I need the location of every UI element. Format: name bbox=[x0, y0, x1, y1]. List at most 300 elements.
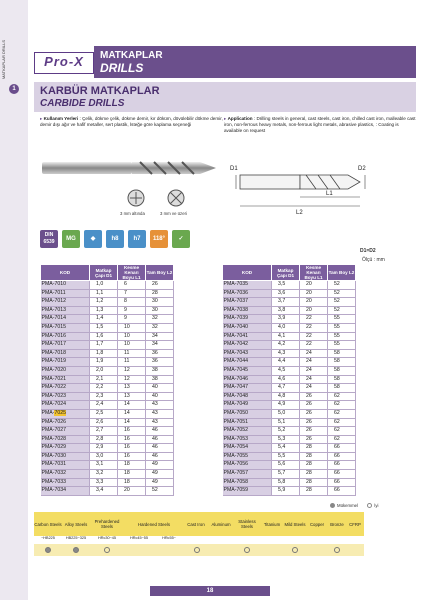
cell-code: PMA-7058 bbox=[223, 478, 272, 487]
cell-l1: 26 bbox=[300, 409, 328, 418]
cell-l2: 43 bbox=[146, 409, 174, 418]
cell-d1: 4,4 bbox=[272, 358, 300, 367]
cell-d1: 4,2 bbox=[272, 341, 300, 350]
cell-code: PMA-7027 bbox=[41, 427, 90, 436]
cell-l1: 22 bbox=[300, 323, 328, 332]
cell-code: PMA-7037 bbox=[223, 298, 272, 307]
col-l2: Tam Boy L2 bbox=[146, 265, 174, 281]
cell-code: PMA-7014 bbox=[41, 315, 90, 324]
cell-code: PMA-7056 bbox=[223, 461, 272, 470]
cell-l1: 24 bbox=[300, 358, 328, 367]
cell-d1: 3,5 bbox=[272, 281, 300, 290]
cell-l2: 62 bbox=[328, 401, 356, 410]
table-row bbox=[41, 315, 174, 324]
cell-l1: 28 bbox=[300, 470, 328, 479]
cell-l1: 26 bbox=[300, 427, 328, 436]
h8-badge: h8 bbox=[106, 230, 124, 248]
col-l1: Kesme Kenarı Boyu L1 bbox=[300, 265, 328, 281]
header-title-tr: MATKAPLAR bbox=[100, 50, 163, 61]
table-row bbox=[41, 470, 174, 479]
cell-code: PMA-7023 bbox=[41, 392, 90, 401]
tip-label-below: 3 mm altında bbox=[120, 211, 145, 216]
cell-l2: 34 bbox=[146, 341, 174, 350]
legend-good-label: İyi bbox=[374, 503, 379, 508]
rating-prehardened bbox=[104, 547, 110, 553]
cell-d1: 2,1 bbox=[90, 375, 118, 384]
cell-l1: 12 bbox=[118, 366, 146, 375]
table-row bbox=[223, 409, 356, 418]
cell-code: PMA-7048 bbox=[223, 392, 272, 401]
cell-l2: 28 bbox=[146, 289, 174, 298]
material-rating-row bbox=[34, 544, 364, 556]
cell-d1: 5,5 bbox=[272, 452, 300, 461]
section-title-tr: KARBÜR MATKAPLAR bbox=[40, 85, 160, 97]
cell-code: PMA-7021 bbox=[41, 375, 90, 384]
cell-l2: 62 bbox=[328, 392, 356, 401]
cell-l1: 26 bbox=[300, 435, 328, 444]
cell-l1: 11 bbox=[118, 358, 146, 367]
cell-code: PMA-7043 bbox=[223, 349, 272, 358]
table-row bbox=[41, 384, 174, 393]
cell-l1: 16 bbox=[118, 427, 146, 436]
cell-l2: 58 bbox=[328, 384, 356, 393]
cell-l2: 66 bbox=[328, 478, 356, 487]
cell-l1: 10 bbox=[118, 332, 146, 341]
cell-l1: 18 bbox=[118, 470, 146, 479]
legend-good bbox=[367, 503, 378, 508]
section-title-en: CARBIDE DRILLS bbox=[40, 98, 125, 109]
good-icon bbox=[367, 503, 372, 508]
rating-legend bbox=[330, 503, 387, 508]
header-band bbox=[94, 46, 416, 78]
cell-code: PMA-7046 bbox=[223, 375, 272, 384]
mat-castiron: Cast Iron bbox=[187, 521, 205, 527]
cell-l1: 11 bbox=[118, 349, 146, 358]
cell-l2: 36 bbox=[146, 349, 174, 358]
cell-l2: 38 bbox=[146, 366, 174, 375]
cell-l2: 36 bbox=[146, 358, 174, 367]
cell-l1: 16 bbox=[118, 444, 146, 453]
cell-d1: 1,6 bbox=[90, 332, 118, 341]
shank-icon: ◆ bbox=[84, 230, 102, 248]
table-row bbox=[223, 392, 356, 401]
cell-l1: 20 bbox=[300, 289, 328, 298]
cell-l2: 26 bbox=[146, 281, 174, 290]
table-row bbox=[41, 401, 174, 410]
cell-d1: 4,0 bbox=[272, 323, 300, 332]
cell-code: PMA-7019 bbox=[41, 358, 90, 367]
mat-aluminum: Aluminum bbox=[211, 521, 231, 527]
cell-l2: 43 bbox=[146, 418, 174, 427]
cell-d1: 4,3 bbox=[272, 349, 300, 358]
cell-l2: 66 bbox=[328, 444, 356, 453]
cell-code: PMA-7013 bbox=[41, 306, 90, 315]
brand-logo bbox=[34, 52, 94, 74]
application-text bbox=[224, 116, 416, 134]
cell-d1: 3,2 bbox=[90, 470, 118, 479]
table-row bbox=[41, 375, 174, 384]
cell-d1: 2,8 bbox=[90, 435, 118, 444]
d-equal-note: D1=D2 bbox=[360, 248, 376, 254]
cell-l1: 26 bbox=[300, 418, 328, 427]
cell-code: PMA-7016 bbox=[41, 332, 90, 341]
mat-carbon: Carbon Steels bbox=[34, 521, 62, 527]
cell-l1: 28 bbox=[300, 461, 328, 470]
cell-d1: 1,2 bbox=[90, 298, 118, 307]
cell-l2: 40 bbox=[146, 392, 174, 401]
cell-l2: 66 bbox=[328, 470, 356, 479]
usage-text bbox=[40, 116, 225, 128]
cell-code: PMA-7026 bbox=[41, 418, 90, 427]
table-row bbox=[41, 332, 174, 341]
table-row bbox=[41, 461, 174, 470]
table-row bbox=[223, 332, 356, 341]
table-row bbox=[41, 323, 174, 332]
table-row bbox=[41, 358, 174, 367]
cell-l2: 46 bbox=[146, 435, 174, 444]
table-row bbox=[223, 341, 356, 350]
bullet-icon: ▸ bbox=[40, 116, 44, 121]
cell-l2: 38 bbox=[146, 375, 174, 384]
cell-code: PMA-7059 bbox=[223, 487, 272, 496]
sub-hardened-b: HRc55~ bbox=[162, 536, 176, 540]
cell-l2: 46 bbox=[146, 452, 174, 461]
cell-l1: 28 bbox=[300, 452, 328, 461]
cell-l1: 14 bbox=[118, 401, 146, 410]
cell-l2: 52 bbox=[328, 298, 356, 307]
angle-badge: 118° bbox=[150, 230, 168, 248]
table-row bbox=[41, 409, 174, 418]
cell-d1: 3,4 bbox=[90, 487, 118, 496]
cell-l1: 26 bbox=[300, 392, 328, 401]
cell-l1: 14 bbox=[118, 409, 146, 418]
page-number: 18 bbox=[150, 586, 270, 596]
label-d2: D2 bbox=[358, 166, 366, 172]
cell-code: PMA-7012 bbox=[41, 298, 90, 307]
cell-d1: 4,6 bbox=[272, 375, 300, 384]
cell-l1: 18 bbox=[118, 478, 146, 487]
cell-code: PMA-7054 bbox=[223, 444, 272, 453]
cell-code: PMA-7049 bbox=[223, 401, 272, 410]
cell-code: PMA-7034 bbox=[41, 487, 90, 496]
cell-d1: 2,2 bbox=[90, 384, 118, 393]
cell-l2: 52 bbox=[328, 281, 356, 290]
cell-code: PMA-7031 bbox=[41, 461, 90, 470]
table-row bbox=[41, 366, 174, 375]
cell-code: PMA-7011 bbox=[41, 289, 90, 298]
section-band bbox=[34, 82, 416, 112]
cell-d1: 1,7 bbox=[90, 341, 118, 350]
label-l1: L1 bbox=[326, 191, 333, 197]
mg-badge: MG bbox=[62, 230, 80, 248]
col-l2: Tam Boy L2 bbox=[328, 265, 356, 281]
cell-l2: 62 bbox=[328, 418, 356, 427]
cell-l1: 20 bbox=[300, 298, 328, 307]
cell-l1: 22 bbox=[300, 315, 328, 324]
cell-l2: 30 bbox=[146, 298, 174, 307]
cell-l2: 49 bbox=[146, 461, 174, 470]
table-row bbox=[41, 478, 174, 487]
table-row bbox=[223, 358, 356, 367]
cell-l2: 62 bbox=[328, 435, 356, 444]
cell-d1: 2,4 bbox=[90, 401, 118, 410]
cell-l2: 66 bbox=[328, 452, 356, 461]
cell-code: PMA-7053 bbox=[223, 435, 272, 444]
cell-l2: 58 bbox=[328, 366, 356, 375]
cell-code: PMA-7042 bbox=[223, 341, 272, 350]
drill-dimension-diagram bbox=[230, 150, 370, 220]
cell-l1: 28 bbox=[300, 487, 328, 496]
cell-l2: 52 bbox=[328, 306, 356, 315]
cell-d1: 3,0 bbox=[90, 452, 118, 461]
cell-d1: 1,5 bbox=[90, 323, 118, 332]
cell-l1: 10 bbox=[118, 341, 146, 350]
cell-d1: 1,4 bbox=[90, 315, 118, 324]
mat-alloy: Alloy Steels bbox=[64, 521, 88, 527]
cell-code: PMA-7055 bbox=[223, 452, 272, 461]
col-d1: Matkap Çapı D1 bbox=[272, 265, 300, 281]
cell-l2: 66 bbox=[328, 461, 356, 470]
cell-d1: 2,3 bbox=[90, 392, 118, 401]
cell-l1: 26 bbox=[300, 401, 328, 410]
cell-d1: 5,2 bbox=[272, 427, 300, 436]
cell-l2: 52 bbox=[146, 487, 174, 496]
table-row bbox=[223, 289, 356, 298]
cell-l2: 55 bbox=[328, 332, 356, 341]
cell-d1: 5,1 bbox=[272, 418, 300, 427]
section-badge: 1 bbox=[9, 84, 19, 94]
table-row bbox=[223, 487, 356, 496]
rating-castiron bbox=[194, 547, 200, 553]
cell-l1: 24 bbox=[300, 366, 328, 375]
cell-d1: 2,6 bbox=[90, 418, 118, 427]
cell-d1: 1,1 bbox=[90, 289, 118, 298]
table-row bbox=[41, 427, 174, 436]
cell-d1: 5,7 bbox=[272, 470, 300, 479]
cell-l1: 20 bbox=[300, 306, 328, 315]
h7-badge: h7 bbox=[128, 230, 146, 248]
table-row bbox=[223, 452, 356, 461]
cell-l1: 20 bbox=[300, 281, 328, 290]
cell-d1: 2,0 bbox=[90, 366, 118, 375]
cell-d1: 3,3 bbox=[90, 478, 118, 487]
cell-code: PMA-7020 bbox=[41, 366, 90, 375]
cell-l1: 18 bbox=[118, 461, 146, 470]
cell-l1: 14 bbox=[118, 418, 146, 427]
cell-d1: 3,7 bbox=[272, 298, 300, 307]
table-row bbox=[223, 461, 356, 470]
table-row bbox=[223, 306, 356, 315]
cell-l1: 13 bbox=[118, 392, 146, 401]
cell-code: PMA-7038 bbox=[223, 306, 272, 315]
din-text: DIN bbox=[44, 232, 54, 238]
table-row bbox=[41, 487, 174, 496]
cell-l1: 7 bbox=[118, 289, 146, 298]
cell-d1: 3,1 bbox=[90, 461, 118, 470]
page-header bbox=[34, 46, 416, 78]
table-row bbox=[41, 435, 174, 444]
cell-code: PMA-7047 bbox=[223, 384, 272, 393]
cell-l2: 58 bbox=[328, 375, 356, 384]
cell-d1: 5,8 bbox=[272, 478, 300, 487]
drill-photo bbox=[40, 150, 220, 184]
cell-d1: 5,9 bbox=[272, 487, 300, 496]
rating-carbon bbox=[45, 547, 51, 553]
cell-d1: 1,0 bbox=[90, 281, 118, 290]
unit-note: Ölçü : mm bbox=[362, 257, 385, 263]
cell-d1: 4,5 bbox=[272, 366, 300, 375]
table-row bbox=[41, 444, 174, 453]
col-kod: KOD bbox=[41, 265, 90, 281]
cell-l2: 62 bbox=[328, 427, 356, 436]
mat-stainless: Stainless Steels bbox=[238, 519, 256, 529]
table-row bbox=[223, 384, 356, 393]
table-row bbox=[223, 375, 356, 384]
spec-table-left-body bbox=[41, 281, 174, 496]
cell-code: PMA-7010 bbox=[41, 281, 90, 290]
table-row bbox=[41, 341, 174, 350]
tip-large-icon bbox=[166, 188, 186, 208]
cell-l1: 8 bbox=[118, 298, 146, 307]
label-l2: L2 bbox=[296, 210, 303, 216]
cell-d1: 3,9 bbox=[272, 315, 300, 324]
cell-l2: 58 bbox=[328, 349, 356, 358]
cell-l2: 40 bbox=[146, 384, 174, 393]
mat-hardened: Hardened Steels bbox=[137, 521, 170, 527]
cell-l1: 28 bbox=[300, 444, 328, 453]
table-row bbox=[223, 366, 356, 375]
sub-hardened-a: HRc45~55 bbox=[129, 536, 149, 540]
cell-code: PMA-7030 bbox=[41, 452, 90, 461]
cell-l1: 13 bbox=[118, 384, 146, 393]
cell-l2: 46 bbox=[146, 427, 174, 436]
cell-l2: 62 bbox=[328, 409, 356, 418]
table-row bbox=[41, 289, 174, 298]
header-title-en: DRILLS bbox=[100, 61, 144, 75]
cell-l2: 46 bbox=[146, 444, 174, 453]
cell-l2: 58 bbox=[328, 358, 356, 367]
sidebar bbox=[0, 0, 28, 600]
bullet-icon: ▸ bbox=[224, 116, 228, 121]
spec-table-right bbox=[222, 264, 356, 496]
cell-d1: 4,9 bbox=[272, 401, 300, 410]
cell-l1: 22 bbox=[300, 332, 328, 341]
col-l1: Kesme Kenarı Boyu L1 bbox=[118, 265, 146, 281]
cell-code: PMA-7041 bbox=[223, 332, 272, 341]
cell-code: PMA-7050 bbox=[223, 409, 272, 418]
sub-carbon: ~HB225 bbox=[41, 536, 55, 540]
cell-d1: 3,8 bbox=[272, 306, 300, 315]
cell-d1: 2,9 bbox=[90, 444, 118, 453]
label-d1: D1 bbox=[230, 166, 238, 172]
cell-l2: 55 bbox=[328, 341, 356, 350]
cell-l2: 30 bbox=[146, 306, 174, 315]
cell-d1: 2,7 bbox=[90, 427, 118, 436]
din-badge bbox=[40, 230, 58, 248]
cell-l2: 49 bbox=[146, 478, 174, 487]
cell-l1: 12 bbox=[118, 375, 146, 384]
table-row bbox=[41, 349, 174, 358]
cell-code: PMA-7022 bbox=[41, 384, 90, 393]
table-row bbox=[41, 392, 174, 401]
cell-l2: 32 bbox=[146, 315, 174, 324]
tip-small-icon bbox=[126, 188, 146, 208]
logo-text: Pro-X bbox=[44, 54, 84, 69]
spec-table-left bbox=[40, 264, 174, 496]
cell-code: PMA-7040 bbox=[223, 323, 272, 332]
cell-code: PMA-7044 bbox=[223, 358, 272, 367]
spec-table-right-body bbox=[223, 281, 356, 496]
tip-label-above: 3 mm ve üzeri bbox=[160, 211, 187, 216]
mat-bronze: Bronze bbox=[330, 521, 344, 527]
col-d1: Matkap Çapı D1 bbox=[90, 265, 118, 281]
sub-alloy: HB225~325 bbox=[65, 536, 87, 540]
rating-stainless bbox=[244, 547, 250, 553]
rating-bronze bbox=[334, 547, 340, 553]
mat-prehardened: Prehardened Steels bbox=[94, 519, 120, 529]
legend-excellent bbox=[330, 503, 358, 508]
legend-excellent-label: Mükemmel bbox=[337, 503, 359, 508]
cell-d1: 5,4 bbox=[272, 444, 300, 453]
cell-l2: 32 bbox=[146, 323, 174, 332]
din-number: 6539 bbox=[43, 239, 55, 245]
cell-d1: 1,8 bbox=[90, 349, 118, 358]
table-row bbox=[223, 427, 356, 436]
cell-code: PMA-7045 bbox=[223, 366, 272, 375]
table-row bbox=[41, 306, 174, 315]
cell-l2: 49 bbox=[146, 470, 174, 479]
cell-l1: 28 bbox=[300, 478, 328, 487]
table-row bbox=[223, 298, 356, 307]
cell-d1: 4,8 bbox=[272, 392, 300, 401]
material-header bbox=[34, 512, 364, 536]
cell-l2: 66 bbox=[328, 487, 356, 496]
rating-mild bbox=[292, 547, 298, 553]
mat-titanium: Titanium bbox=[263, 521, 281, 527]
cell-code: PMA-7052 bbox=[223, 427, 272, 436]
table-row bbox=[223, 470, 356, 479]
table-row bbox=[41, 298, 174, 307]
cell-code: PMA-7036 bbox=[223, 289, 272, 298]
table-row bbox=[223, 315, 356, 324]
cell-code: PMA-7032 bbox=[41, 470, 90, 479]
table-row bbox=[223, 323, 356, 332]
table-row bbox=[223, 281, 356, 290]
table-row bbox=[223, 418, 356, 427]
coolant-icon: ✓ bbox=[172, 230, 190, 248]
usage-label: Kullanım Yerleri bbox=[43, 116, 79, 121]
cell-code: PMA-7051 bbox=[223, 418, 272, 427]
cell-l2: 55 bbox=[328, 315, 356, 324]
usage-body: : Çelik, dökme çelik, dökme demir, kır döküm, dövülebilir dökme demir, demir dışı ağır ve hafif metaller, sert plastik, İsteğe göre kaplama seçeneği bbox=[40, 116, 223, 127]
cell-code: PMA-7018 bbox=[41, 349, 90, 358]
cell-l1: 24 bbox=[300, 349, 328, 358]
table-row bbox=[223, 478, 356, 487]
cell-l1: 16 bbox=[118, 452, 146, 461]
col-kod: KOD bbox=[223, 265, 272, 281]
cell-d1: 1,3 bbox=[90, 306, 118, 315]
mat-copper: Copper bbox=[309, 521, 325, 527]
cell-l2: 34 bbox=[146, 332, 174, 341]
cell-d1: 4,7 bbox=[272, 384, 300, 393]
cell-l1: 9 bbox=[118, 315, 146, 324]
application-label: Application bbox=[227, 116, 253, 121]
cell-l1: 24 bbox=[300, 375, 328, 384]
cell-d1: 5,3 bbox=[272, 435, 300, 444]
cell-code: PMA-7017 bbox=[41, 341, 90, 350]
cell-d1: 4,1 bbox=[272, 332, 300, 341]
cell-l1: 20 bbox=[118, 487, 146, 496]
